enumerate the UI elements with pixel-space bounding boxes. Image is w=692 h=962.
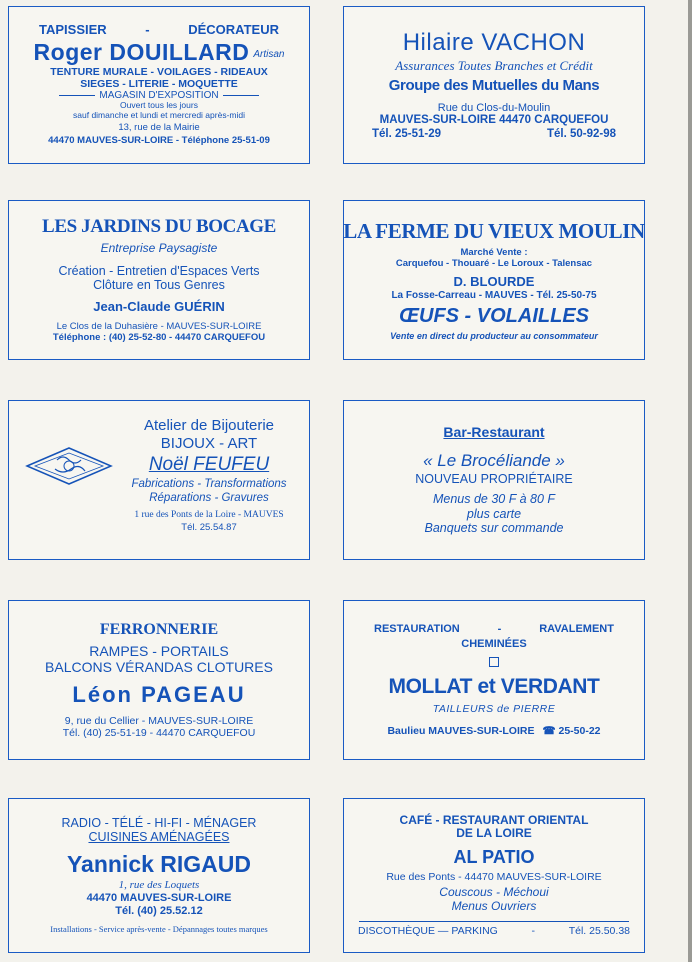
jardins-phone: Téléphone : (40) 25-52-80 - 44470 CARQUEFOU [52,332,266,344]
ad-bijouterie [8,400,310,560]
rigaud-tel: Tél. (40) 25.52.12 [115,904,203,917]
ad-rigaud [8,798,310,953]
mollat-name: MOLLAT et VERDANT [388,674,600,698]
pageau-services-1: RAMPES - PORTAILS [89,643,229,660]
broceliande-menu-2: plus carte [466,506,522,521]
pageau-services-2: BALCONS VÉRANDAS CLOTURES [45,659,273,676]
ferme-products: ŒUFS - VOLAILLES [399,305,589,328]
vachon-tel-2: Tél. 50-92-98 [546,127,616,140]
broceliande-menu-1: Menus de 30 F à 80 F [432,492,556,507]
douillard-address: 13, rue de la Mairie [118,121,200,133]
ferme-markets-label: Marché Vente : [460,246,528,258]
rigaud-address: 1, rue des Loquets [118,879,200,892]
bijouterie-services-1: Fabrications - Transformations [131,478,287,491]
ad-ferme [343,200,645,360]
patio-footer-right: Tél. 25.50.38 [568,925,630,938]
ad-jardins [8,200,310,360]
bijouterie-subtitle: BIJOUX - ART [160,435,258,453]
pageau-title: FERRONNERIE [99,621,219,638]
patio-title-1: CAFÉ - RESTAURANT ORIENTAL [399,812,589,827]
mollat-top-2: CHEMINÉES [461,637,527,650]
bijouterie-tel: Tél. 25.54.87 [181,521,237,533]
ferme-title: LA FERME DU VIEUX MOULIN [343,218,645,243]
rigaud-name: Yannick RIGAUD [66,850,252,877]
ferme-direct: Vente en direct du producteur au consommateur [390,331,598,342]
jardins-address: Le Clos de la Duhasière - MAUVES-SUR-LOIRE [56,321,262,333]
mollat-address: Baulieu MAUVES-SUR-LOIRE [387,724,535,737]
ad-patio: CAFÉ - RESTAURANT ORIENTAL DE LA LOIRE AL PATIO Rue des Ponts - 44470 MAUVES-SUR-LOIRE Couscous - Méchoui Menus Ouvriers DISCOTHÈQUE — PARKING - Tél. 25.50.38 [343,798,645,953]
douillard-hours-2: sauf dimanche et lundi et mercredi après-midi [73,110,245,121]
ferme-address: La Fosse-Carreau - MAUVES - Tél. 25-50-75 [391,289,597,301]
bijouterie-name: Noël FEUFEU [148,453,270,475]
ferme-owner: D. BLOURDE [453,273,535,289]
douillard-services-1: TENTURE MURALE - VOILAGES - RIDEAUX [50,65,268,78]
pageau-address: 9, rue du Cellier - MAUVES-SUR-LOIRE [64,714,254,727]
page-edge [688,0,692,962]
vachon-group: Groupe des Mutuelles du Mans [388,76,600,94]
jardins-services-1: Création - Entretien d'Espaces Verts [58,263,260,278]
vachon-tagline: Assurances Toutes Branches et Crédit [395,57,593,73]
broceliande-name: « Le Brocéliande » [423,450,565,470]
jardins-services-2: Clôture en Tous Genres [93,277,225,292]
patio-address: Rue des Ponts - 44470 MAUVES-SUR-LOIRE [386,870,602,883]
vachon-address: Rue du Clos-du-Moulin [437,101,551,114]
douillard-city-phone: 44470 MAUVES-SUR-LOIRE - Téléphone 25-51-09 [48,134,270,146]
patio-title-2: DE LA LOIRE [456,826,532,841]
vachon-tel-1: Tél. 25-51-29 [372,127,442,140]
vachon-city: MAUVES-SUR-LOIRE 44470 CARQUEFOU [379,114,609,127]
jardins-title: LES JARDINS DU BOCAGE [42,215,276,237]
pageau-name: Léon PAGEAU [72,681,246,707]
rigaud-line-2: CUISINES AMÉNAGÉES [88,830,230,845]
pageau-phone: Tél. (40) 25-51-19 - 44470 CARQUEFOU [62,726,256,739]
douillard-trade-line: TAPISSIER - DÉCORATEUR [39,22,279,38]
broceliande-owner: NOUVEAU PROPRIÉTAIRE [415,472,573,487]
mollat-top-left: RESTAURATION [374,623,460,636]
broceliande-title: Bar-Restaurant [443,424,545,441]
ad-pageau [8,600,310,760]
douillard-hours-1: Ouvert tous les jours [120,100,198,111]
douillard-name: Roger DOUILLARD [33,39,250,66]
ad-mollat: RESTAURATION - RAVALEMENT CHEMINÉES MOLLAT et VERDANT TAILLEURS de PIERRE Baulieu MAUVES-SUR-LOIRE ☎ 25-50-22 [343,600,645,760]
douillard-showroom: MAGASIN D'EXPOSITION [99,89,219,101]
bijouterie-address: 1 rue des Ponts de la Loire - MAUVES [134,509,284,520]
mollat-top-right: RAVALEMENT [539,623,614,636]
ad-douillard [8,6,310,164]
rigaud-city: 44470 MAUVES-SUR-LOIRE [86,891,232,904]
rigaud-footer: Installations - Service après-vente - Dépannages toutes marques [50,924,268,935]
vachon-name: Hilaire VACHON [402,29,586,57]
bijouterie-title: Atelier de Bijouterie [143,417,275,434]
jardins-subtitle: Entreprise Paysagiste [100,240,218,255]
mollat-phone: ☎ 25-50-22 [542,724,601,737]
patio-menu-1: Couscous - Méchoui [439,884,549,899]
douillard-role: Artisan [253,49,285,61]
broceliande-menu-3: Banquets sur commande [424,521,564,536]
ad-vachon [343,6,645,164]
rigaud-line-1: RADIO - TÉLÉ - HI-FI - MÉNAGER [61,816,257,831]
jardins-name: Jean-Claude GUÉRIN [93,299,225,315]
patio-name: AL PATIO [453,847,535,868]
ferme-markets: Carquefou - Thouaré - Le Loroux - Talensac [395,257,593,269]
diamond-logo-icon [23,445,115,487]
mollat-trade: TAILLEURS de PIERRE [432,702,556,715]
square-bullet-icon [489,657,499,667]
patio-menu-2: Menus Ouvriers [451,898,537,913]
ad-broceliande [343,400,645,560]
patio-footer-left: DISCOTHÈQUE — PARKING [358,925,498,938]
bijouterie-services-2: Réparations - Gravures [149,491,269,504]
douillard-services-2: SIEGES - LITERIE - MOQUETTE [80,77,238,90]
